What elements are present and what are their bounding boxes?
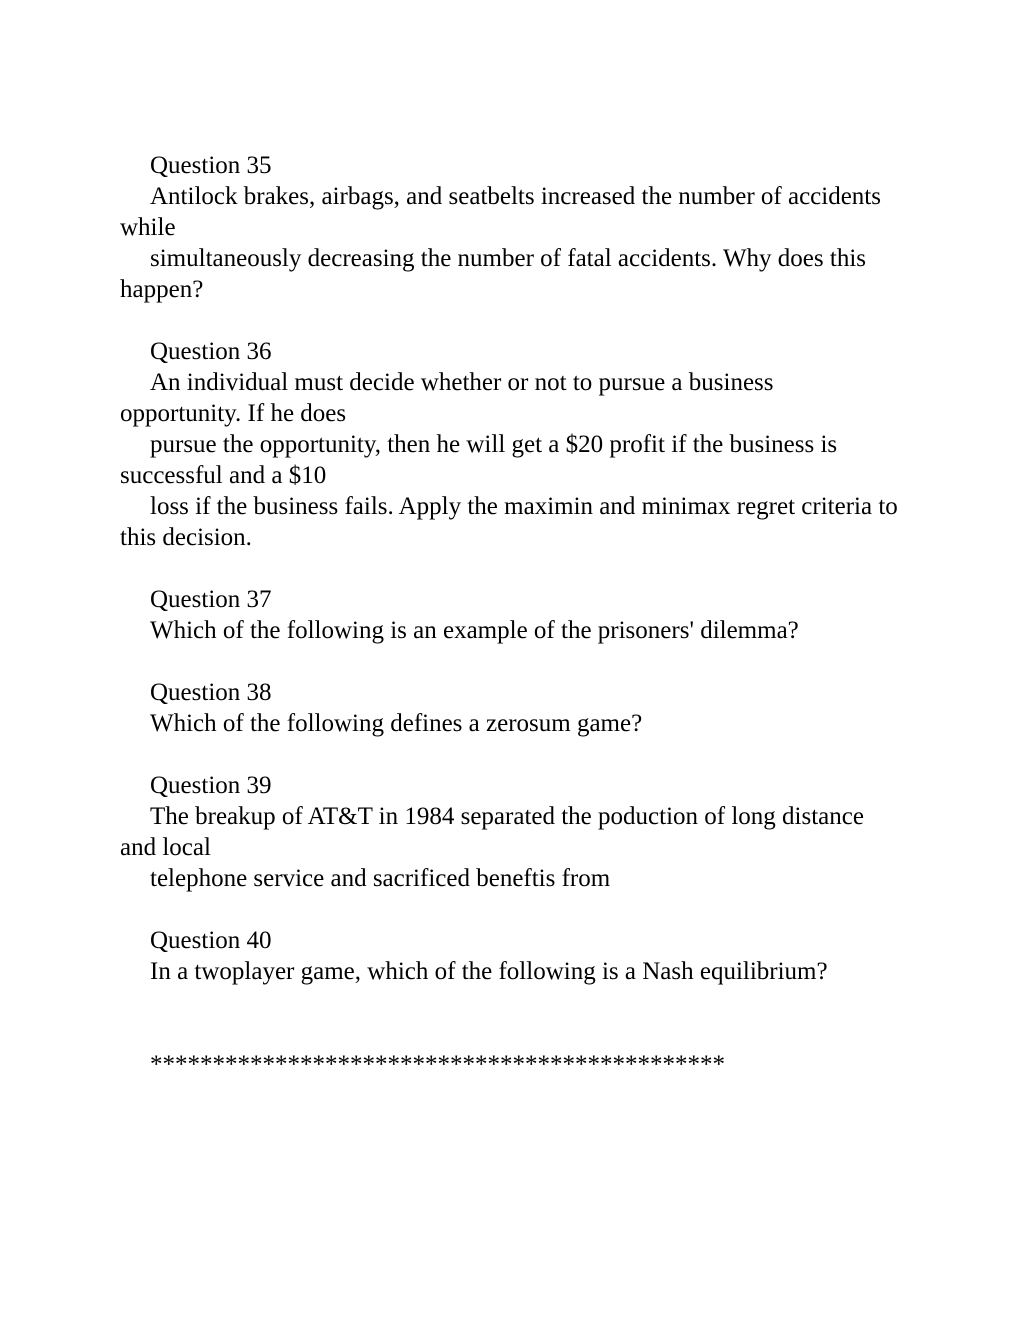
question-text: The breakup of AT&T in 1984 separated the poduction of long distance and local	[120, 803, 864, 861]
question-heading: Question 39	[150, 772, 272, 799]
question-text: In a twoplayer game, which of the following is a Nash equilibrium?	[150, 958, 828, 985]
question-heading: Question 36	[150, 338, 272, 365]
question-text: An individual must decide whether or not to pursue a business opportunity. If he does	[120, 369, 774, 427]
question-37	[120, 584, 900, 646]
question-heading: Question 35	[150, 152, 272, 179]
question-text: loss if the business fails. Apply the maximin and minimax regret criteria to this decision.	[120, 493, 898, 551]
document-page	[120, 150, 900, 1080]
question-36	[120, 336, 900, 553]
question-text: simultaneously decreasing the number of fatal accidents. Why does this happen?	[120, 245, 867, 303]
question-40	[120, 925, 900, 987]
question-38	[120, 677, 900, 739]
question-heading: Question 40	[150, 927, 272, 954]
question-heading: Question 37	[150, 586, 272, 613]
question-35	[120, 150, 900, 305]
question-39	[120, 770, 900, 894]
question-text: Antilock brakes, airbags, and seatbelts increased the number of accidents while	[120, 183, 881, 241]
question-text: Which of the following is an example of the prisoners' dilemma?	[150, 617, 799, 644]
question-text: Which of the following defines a zerosum game?	[150, 710, 643, 737]
question-text: telephone service and sacrificed beneftis from	[150, 865, 611, 892]
asterisk-separator: **********************************************	[150, 1051, 725, 1078]
question-heading: Question 38	[150, 679, 272, 706]
question-text: pursue the opportunity, then he will get a $20 profit if the business is successful and a $10	[120, 431, 838, 489]
